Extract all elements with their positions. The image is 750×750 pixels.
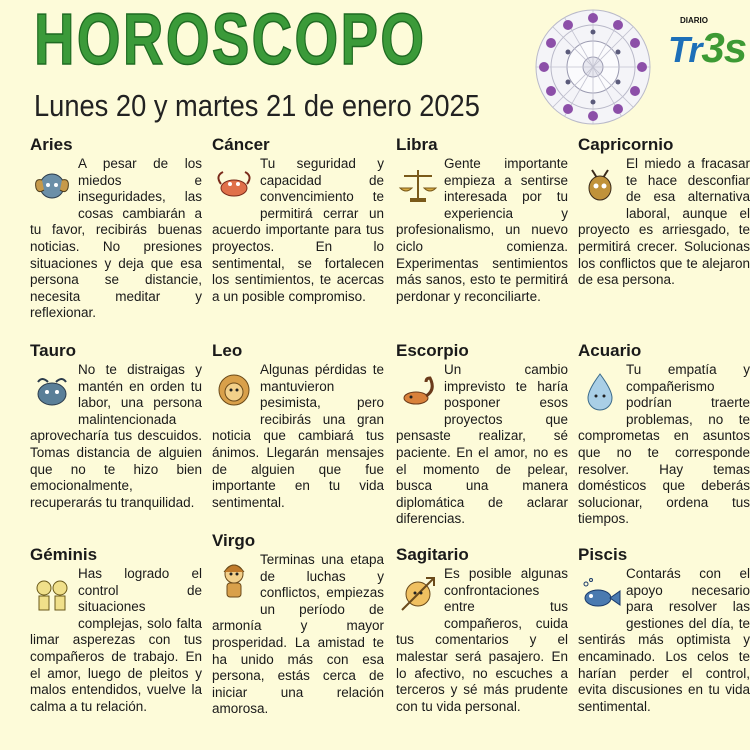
sign-sagitario xyxy=(396,546,568,715)
sign-text: A pesar de los miedos e inseguridades, las cosas cambiarán a tu favor, recibirás buenas noticias. No presiones situaciones y deja que esa persona se distancie, necesita meditar y reflexionar. xyxy=(30,156,202,321)
crab-icon xyxy=(212,162,256,206)
sign-name: Capricornio xyxy=(578,135,674,154)
sign-text: Has logrado el control de situaciones complejas, solo falta limar asperezas con tus compañeros de trabajo. En el amor, luego de pleitos y malos entendidos, vuelve la calma a tu relación. xyxy=(30,566,202,714)
sign-name: Virgo xyxy=(212,531,256,550)
sign-virgo xyxy=(212,532,384,718)
sign-name: Sagitario xyxy=(396,545,469,564)
fish-icon xyxy=(578,572,622,616)
sign-piscis xyxy=(578,546,750,715)
sign-text: No te distraigas y mantén en orden tu labor, una persona malintencionada aprovecharía tus descuidos. Tomas distancia de alguien que no te hizo bien emocionalmente, recuperarás tu tranquilidad. xyxy=(30,362,202,510)
sign-text: Tu empatía y compañerismo podrían traerte problemas, no te comprometas en asuntos que no te corresponde resolver. Hay temas domésticos que deberás solucionar, ordena tus tiempos. xyxy=(578,362,750,527)
ram-icon xyxy=(30,162,74,206)
sign-escorpio xyxy=(396,342,568,528)
sign-text: Terminas una etapa de luchas y conflictos, empiezas un período de armonía y mayor prosperidad. La amistad te ha unido más con esa persona, estás cerca de iniciar una relación amorosa. xyxy=(212,552,384,717)
sign-name: Escorpio xyxy=(396,341,469,360)
sign-geminis xyxy=(30,546,202,715)
sign-text: Un cambio imprevisto te haría posponer esos proyectos que pensaste realizar, sé paciente. En el amor, no es el momento de pelear, busca una manera diplomática de aclarar diferencias. xyxy=(396,362,568,527)
scales-icon xyxy=(396,162,440,206)
sign-name: Tauro xyxy=(30,341,76,360)
sign-text: El miedo a fracasar te hace desconfiar de esa alternativa laboral, aunque el proyecto es arriesgado, te permitirá crecer. Solucionas los conflictos que te alejaron de esa persona. xyxy=(578,156,750,288)
bull-icon xyxy=(30,368,74,412)
sign-capricornio xyxy=(578,136,750,289)
sign-name: Acuario xyxy=(578,341,642,360)
sign-name: Libra xyxy=(396,135,438,154)
sign-tauro xyxy=(30,342,202,511)
sign-text: Gente importante empieza a sentirse interesada por tu experiencia y profesionalismo, un nuevo ciclo comienza. Experimentas sentimientos más sanos, esto te permitirá perdonar y reconciliarte. xyxy=(396,156,568,304)
sign-text: Contarás con el apoyo necesario para resolver las gestiones del día, te sentirás más optimista y encaminado. Los celos te harían perder el control, evita discusiones en tu vida sentimental. xyxy=(578,566,750,714)
sign-libra xyxy=(396,136,568,305)
sign-text: Es posible algunas confrontaciones entre tus compañeros, cuida tus comentarios y el malestar será pasajero. En lo afectivo, no escuches a terceros y sé más prudente con tu vida personal. xyxy=(396,566,568,714)
sign-aries xyxy=(30,136,202,322)
zodiac-wheel-icon xyxy=(534,8,652,126)
diario-tres-logo: DIARIO Tr3s xyxy=(668,16,747,71)
sign-name: Piscis xyxy=(578,545,628,564)
sign-text: Algunas pérdidas te mantuvieron pesimista, pero recibirás una gran noticia que cambiará tus ánimos. Llegarán mensajes de alguien que fue importante en tu vida sentimental. xyxy=(212,362,384,510)
maiden-icon xyxy=(212,558,256,602)
archer-icon xyxy=(396,572,440,616)
sign-name: Géminis xyxy=(30,545,98,564)
scorpion-icon xyxy=(396,368,440,412)
sign-acuario xyxy=(578,342,750,528)
sign-name: Aries xyxy=(30,135,73,154)
twins-icon xyxy=(30,572,74,616)
water-drop-icon xyxy=(578,368,622,412)
lion-icon xyxy=(212,368,256,412)
sign-name: Leo xyxy=(212,341,243,360)
page-title: HOROSCOPO xyxy=(34,0,427,80)
date-line: Lunes 20 y martes 21 de enero 2025 xyxy=(34,88,480,123)
sign-name: Cáncer xyxy=(212,135,270,154)
goat-icon xyxy=(578,162,622,206)
sign-text: Tu seguridad y capacidad de convencimiento te permitirá cerrar un acuerdo importante para tus proyectos. En lo sentimental, se fortalecen los sentimientos, te acercas a un posible compromiso. xyxy=(212,156,384,304)
sign-cancer xyxy=(212,136,384,305)
sign-leo xyxy=(212,342,384,511)
